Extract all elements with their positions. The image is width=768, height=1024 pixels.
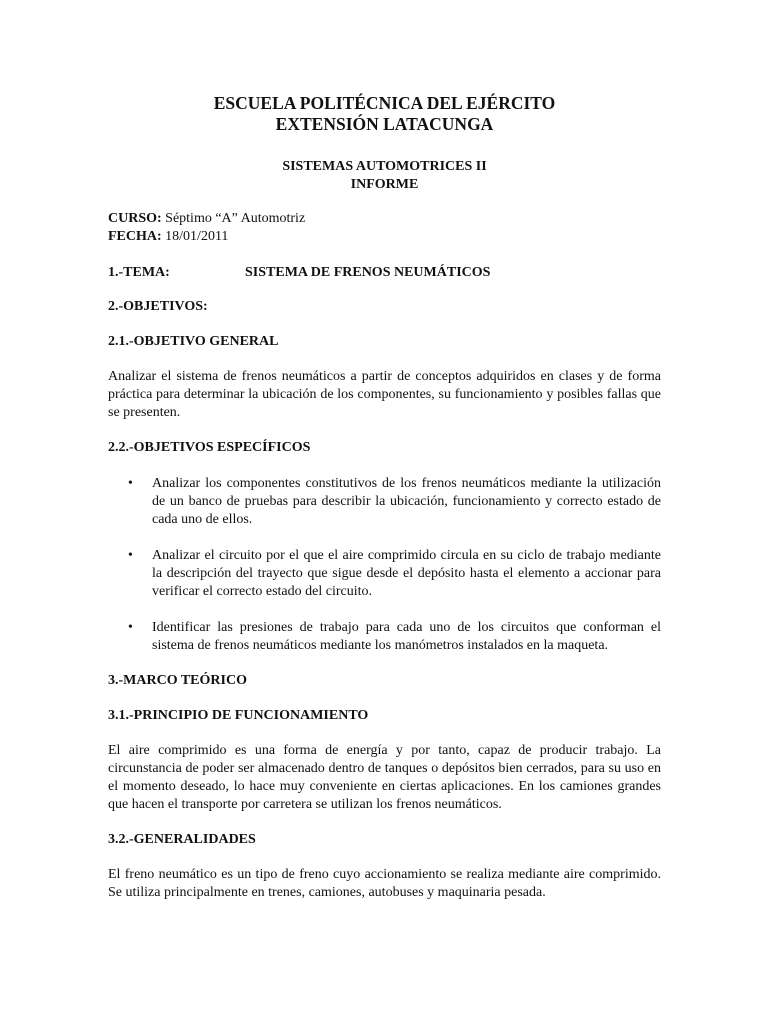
objetivo-general-heading: 2.1.-OBJETIVO GENERAL: [108, 334, 279, 349]
curso-value: Séptimo “A” Automotriz: [165, 211, 306, 226]
doc-type-title: INFORME: [350, 177, 419, 192]
curso-line: [108, 210, 661, 228]
list-item: • Identificar las presiones de trabajo para cada uno de los circuitos que conforman el sistema de frenos neumáticos mediante los manómetros instalados en la maqueta.: [128, 620, 661, 653]
objetivos-especificos-list: [108, 475, 661, 655]
marco-teorico-heading: 3.-MARCO TEÓRICO: [108, 673, 247, 688]
tema-value: SISTEMA DE FRENOS NEUMÁTICOS: [245, 265, 491, 280]
objetivos-especificos-heading: 2.2.-OBJETIVOS ESPECÍFICOS: [108, 440, 311, 455]
bullet-icon: •: [128, 476, 133, 491]
generalidades-text: El freno neumático es un tipo de freno cuyo accionamiento se realiza mediante aire comprimido. Se utiliza principalmente en trenes, camiones, autobuses y maquinaria pesada.: [108, 867, 661, 900]
fecha-value: 18/01/2011: [165, 229, 229, 244]
objetivos-heading: 2.-OBJETIVOS:: [108, 299, 208, 314]
fecha-line: [108, 228, 661, 246]
campus-title: EXTENSIÓN LATACUNGA: [275, 114, 494, 134]
generalidades-heading: 3.2.-GENERALIDADES: [108, 832, 256, 847]
subject-title: SISTEMAS AUTOMOTRICES II: [282, 159, 487, 174]
objetivo-general-text: Analizar el sistema de frenos neumáticos a partir de conceptos adquiridos en clases y de forma práctica para determinar la ubicación de los componentes, su funcionamiento y posibles fallas que se presenten.: [108, 369, 661, 420]
bullet-icon: •: [128, 548, 133, 563]
fecha-label: FECHA:: [108, 229, 162, 244]
principio-text: El aire comprimido es una forma de energía y por tanto, capaz de producir trabajo. La circunstancia de poder ser almacenado dentro de tanques o depósitos bien cerrados, para su uso en el momento deseado, lo hace muy conveniente en ciertas aplicaciones. En los camiones grandes que hacen el transporte por carretera se utilizan los frenos neumáticos.: [108, 743, 661, 812]
institution-title: ESCUELA POLITÉCNICA DEL EJÉRCITO: [213, 93, 556, 113]
tema-label: 1.-TEMA:: [108, 265, 170, 280]
list-item: • Analizar los componentes constitutivos de los frenos neumáticos mediante la utilización de un banco de pruebas para describir la ubicación, funcionamiento y correcto estado de cada uno de ellos.: [128, 476, 661, 527]
list-item: • Analizar el circuito por el que el aire comprimido circula en su ciclo de trabajo mediante la descripción del trayecto que sigue desde el depósito hasta el elemento a accionar para verificar el correcto estado del circuito.: [128, 548, 661, 599]
bullet-icon: •: [128, 620, 133, 635]
curso-label: CURSO:: [108, 211, 162, 226]
tema-row: [108, 264, 661, 282]
principio-heading: 3.1.-PRINCIPIO DE FUNCIONAMIENTO: [108, 708, 369, 723]
document-page: [108, 93, 661, 902]
